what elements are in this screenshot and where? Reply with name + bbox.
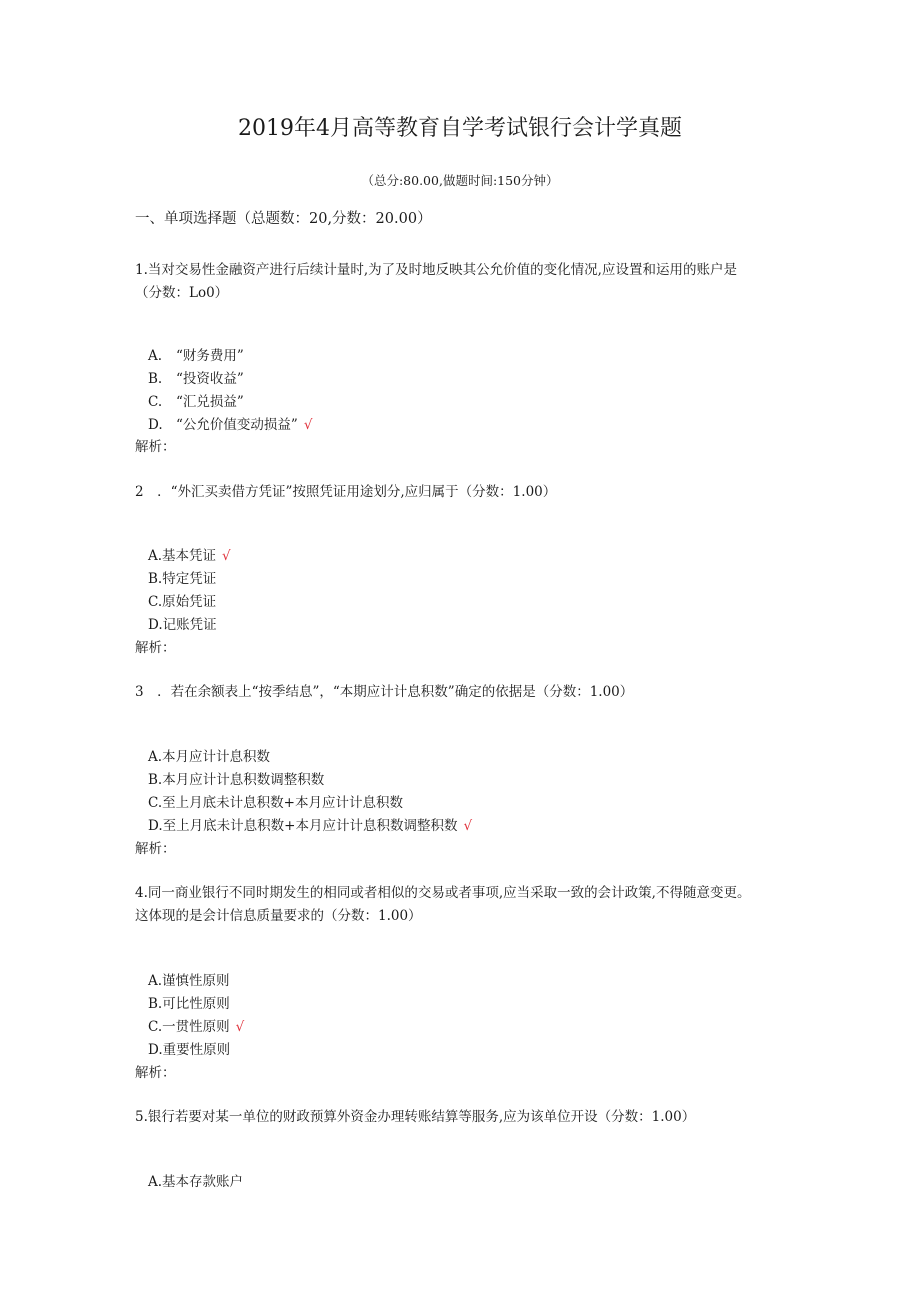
option: C.至上月底未计息积数+本月应计计息积数 bbox=[148, 795, 403, 811]
analysis-label: 解析： bbox=[135, 640, 176, 656]
option: D.记账凭证 bbox=[148, 617, 217, 633]
question-1-text: 1.当对交易性金融资产进行后续计量时,为了及时地反映其公允价值的变化情况,应设置和运用的账户是 bbox=[135, 262, 737, 278]
check-mark-icon: √ bbox=[235, 1019, 245, 1035]
option-correct: C.一贯性原则 √ bbox=[148, 1019, 245, 1035]
option: D.重要性原则 bbox=[148, 1042, 231, 1058]
option: C. “汇兑损益” bbox=[148, 394, 244, 410]
exam-info: （总分:80.00,做题时间:150分钟） bbox=[361, 173, 559, 188]
section-heading: 一、单项选择题（总题数：20,分数：20.00） bbox=[135, 211, 432, 227]
option: A.谨慎性原则 bbox=[148, 973, 230, 989]
document-title: 2019年4月高等教育自学考试银行会计学真题 bbox=[238, 116, 682, 141]
option-correct: A.基本凭证 √ bbox=[148, 548, 231, 564]
question-4-text: 4.同一商业银行不同时期发生的相同或者相似的交易或者事项,应当采取一致的会计政策,不得随意变更。 bbox=[135, 885, 751, 901]
question-4-text-cont: 这体现的是会计信息质量要求的（分数：1.00） bbox=[135, 908, 422, 924]
option: B.可比性原则 bbox=[148, 996, 230, 1012]
analysis-label: 解析： bbox=[135, 841, 176, 857]
check-mark-icon: √ bbox=[463, 818, 473, 834]
question-5-text: 5.银行若要对某一单位的财政预算外资金办理转账结算等服务,应为该单位开设（分数：1.00） bbox=[135, 1109, 696, 1125]
check-mark-icon: √ bbox=[303, 417, 313, 433]
option-correct: D.至上月底未计息积数+本月应计计息积数调整积数 √ bbox=[148, 818, 473, 834]
question-2-text: 2 ．“外汇买卖借方凭证”按照凭证用途划分,应归属于（分数：1.00） bbox=[135, 484, 557, 500]
option: B.特定凭证 bbox=[148, 571, 217, 587]
option-correct: D. “公允价值变动损益” √ bbox=[148, 417, 313, 433]
option: B.本月应计计息积数调整积数 bbox=[148, 772, 325, 788]
option: A.本月应计计息积数 bbox=[148, 749, 271, 765]
check-mark-icon: √ bbox=[222, 548, 231, 564]
analysis-label: 解析： bbox=[135, 439, 176, 455]
option: A. “财务费用” bbox=[148, 348, 244, 364]
analysis-label: 解析： bbox=[135, 1065, 176, 1081]
question-1-score: （分数：Lo0） bbox=[135, 285, 229, 301]
option: B. “投资收益” bbox=[148, 371, 244, 387]
option: C.原始凭证 bbox=[148, 594, 217, 610]
option: A.基本存款账户 bbox=[148, 1174, 244, 1190]
question-3-text: 3 ．若在余额表上“按季结息”，“本期应计计息积数”确定的依据是（分数：1.00） bbox=[135, 684, 634, 700]
